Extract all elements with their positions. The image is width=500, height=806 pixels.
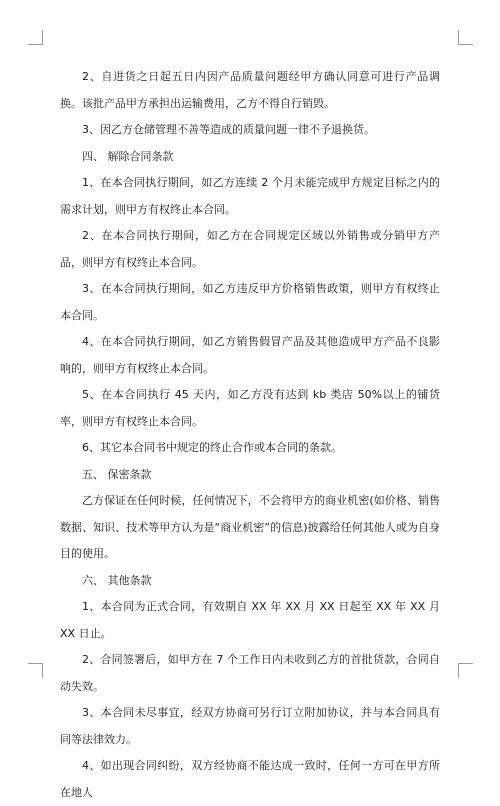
crop-mark-bottom-left: [28, 663, 43, 678]
clause-return-3: 3、因乙方仓储管理不善等造成的质量问题一律不予退换货。: [82, 123, 375, 136]
clause-other-3: 3、本合同未尽事宜，经双方协商可另行订立附加协议，并与本合同具有同等法律效力。: [60, 706, 440, 746]
crop-mark-bottom-right: [458, 663, 473, 678]
clause-return-2: 2、自进货之日起五日内因产品质量问题经甲方确认同意可进行产品调换。该批产品甲方承担出运输费用，乙方不得自行销毁。: [60, 70, 440, 110]
document-body: [60, 64, 440, 806]
clause-other-2: 2、合同签署后，如甲方在 7 个工作日内未收到乙方的首批货款，合同自动失效。: [60, 653, 440, 693]
clause-termination-5: 5、在本合同执行 45 天内，如乙方没有达到 kb 类店 50%以上的铺货率，则甲方有权终止本合同。: [60, 388, 440, 428]
crop-mark-top-left: [28, 30, 43, 45]
crop-mark-top-right: [458, 30, 473, 45]
clause-termination-4: 4、在本合同执行期间，如乙方销售假冒产品及其他造成甲方产品不良影响的，则甲方有权终止本合同。: [60, 335, 440, 375]
clause-termination-1: 1、在本合同执行期间，如乙方连续 2 个月未能完成甲方规定目标之内的需求计划，则甲方有权终止本合同。: [60, 176, 440, 216]
clause-other-1: 1、本合同为正式合同，有效期自 XX 年 XX 月 XX 日起至 XX 年 XX 月 XX 日止。: [60, 600, 440, 640]
clause-termination-2: 2、在本合同执行期间，如乙方在合同规定区域以外销售或分销甲方产品，则甲方有权终止本合同。: [60, 229, 440, 269]
clause-other-4: 4、如出现合同纠纷，双方经协商不能达成一致时，任何一方可在甲方所在地人: [60, 759, 440, 799]
section-heading-termination: 四、 解除合同条款: [82, 149, 174, 163]
section-heading-confidentiality: 五、 保密条款: [82, 467, 152, 481]
clause-confidentiality: 乙方保证在任何时候，任何情况下，不会将甲方的商业机密(如价格、销售数据、知识、技术等甲方认为是“商业机密”的信息)披露给任何其他人或为自身目的使用。: [60, 494, 440, 560]
section-heading-other: 六、 其他条款: [82, 573, 152, 587]
clause-termination-3: 3、在本合同执行期间，如乙方违反甲方价格销售政策，则甲方有权终止本合同。: [60, 282, 440, 322]
clause-termination-6: 6、其它本合同书中规定的终止合作或本合同的条款。: [82, 441, 342, 454]
